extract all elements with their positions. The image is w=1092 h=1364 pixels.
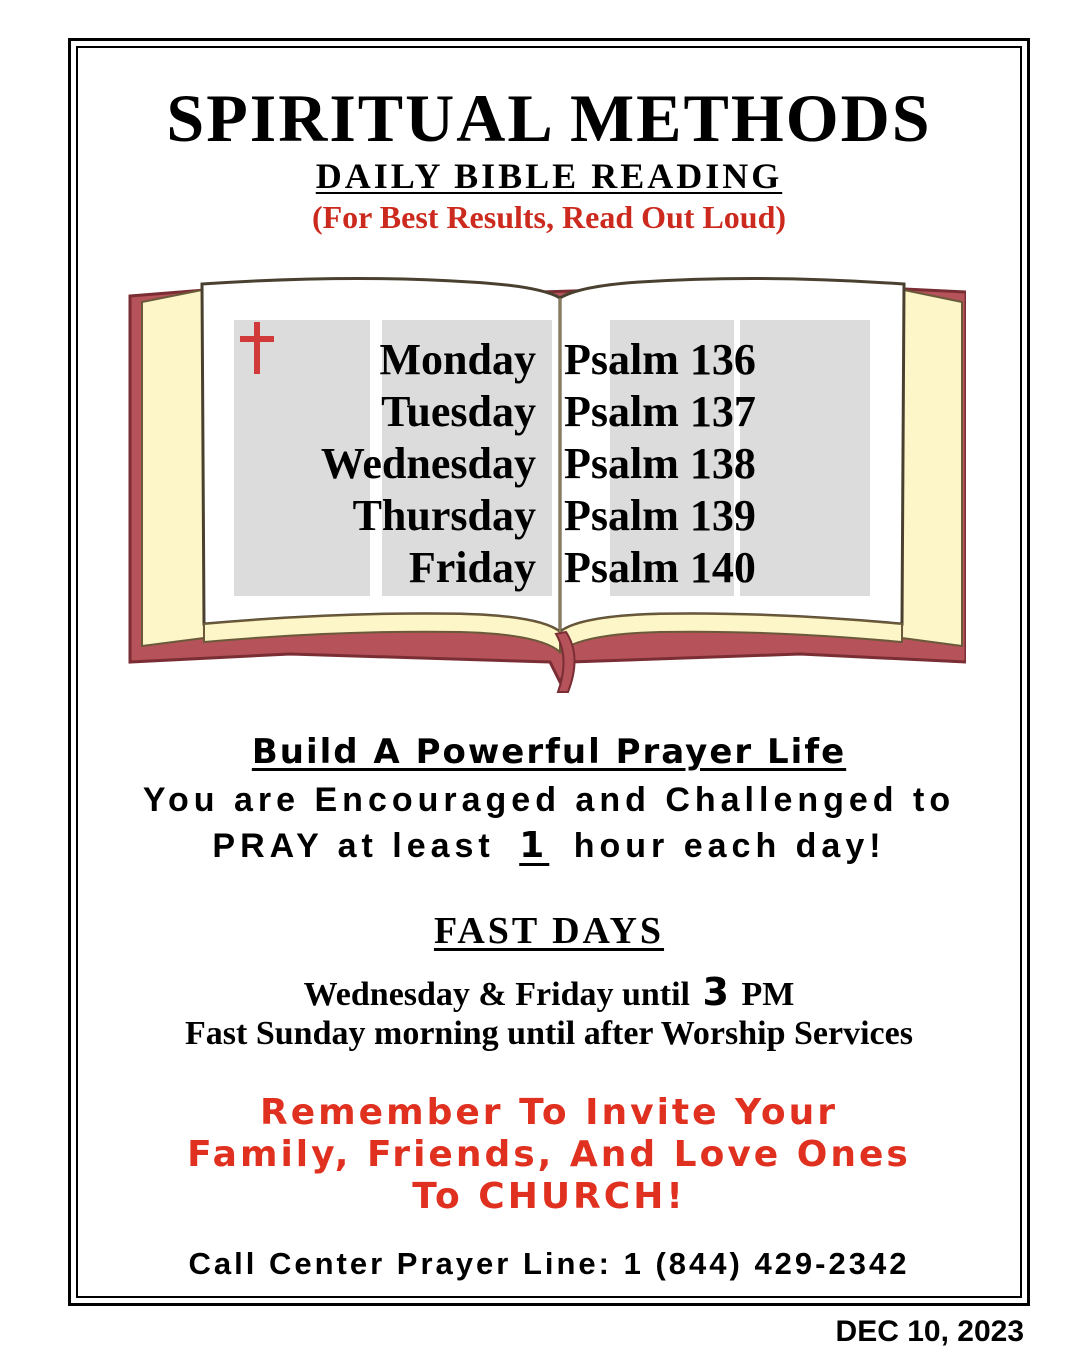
prayer-hours: 1 [519,825,550,866]
prayer-line-2-start: PRAY at least [212,827,495,865]
prayer-heading [76,730,1022,774]
subtitle [76,156,1022,196]
reading-row [300,438,840,490]
reading-day: Thursday [352,491,536,540]
fast-line-1-end: PM [741,976,795,1013]
fast-line-1-start: Wednesday & Friday until [303,976,691,1013]
fast-line-1 [76,972,1022,1015]
page-title: SPIRITUAL METHODS [166,80,932,156]
fast-hour: 3 [702,970,729,1014]
fast-line-2: Fast Sunday morning until after Worship Services [185,1015,913,1052]
subtitle-text: DAILY BIBLE READING [315,156,783,196]
reading-day: Friday [408,543,536,592]
reading-day: Tuesday [381,387,536,436]
reading-psalm: Psalm 139 [564,491,756,540]
bulletin-date: DEC 10, 2023 [835,1315,1024,1348]
invite-line-2: Family, Friends, And Love Ones [187,1134,911,1175]
fast-days-heading [76,908,1022,954]
reading-day: Monday [379,335,536,384]
reading-psalm: Psalm 136 [564,335,756,384]
reading-row [300,490,840,542]
invite-line-1: Remember To Invite Your [260,1092,838,1133]
reading-schedule [300,334,840,594]
fast-days-heading-text: FAST DAYS [433,910,665,952]
reading-psalm: Psalm 138 [564,439,756,488]
reading-day: Wednesday [320,439,536,488]
invite-line-3: To CHURCH! [412,1176,686,1217]
prayer-line-2 [76,824,1022,868]
prayer-heading-text: Build A Powerful Prayer Life [251,732,847,772]
reading-row [300,386,840,438]
prayer-line-phone: Call Center Prayer Line: 1 (844) 429-2342 [188,1246,910,1281]
reading-row [300,334,840,386]
reading-note: (For Best Results, Read Out Loud) [311,199,787,235]
reading-row [300,542,840,594]
prayer-line-1: You are Encouraged and Challenged to [142,781,956,819]
reading-psalm: Psalm 137 [564,387,756,436]
prayer-line-2-end: hour each day! [573,827,886,865]
reading-psalm: Psalm 140 [564,543,756,592]
